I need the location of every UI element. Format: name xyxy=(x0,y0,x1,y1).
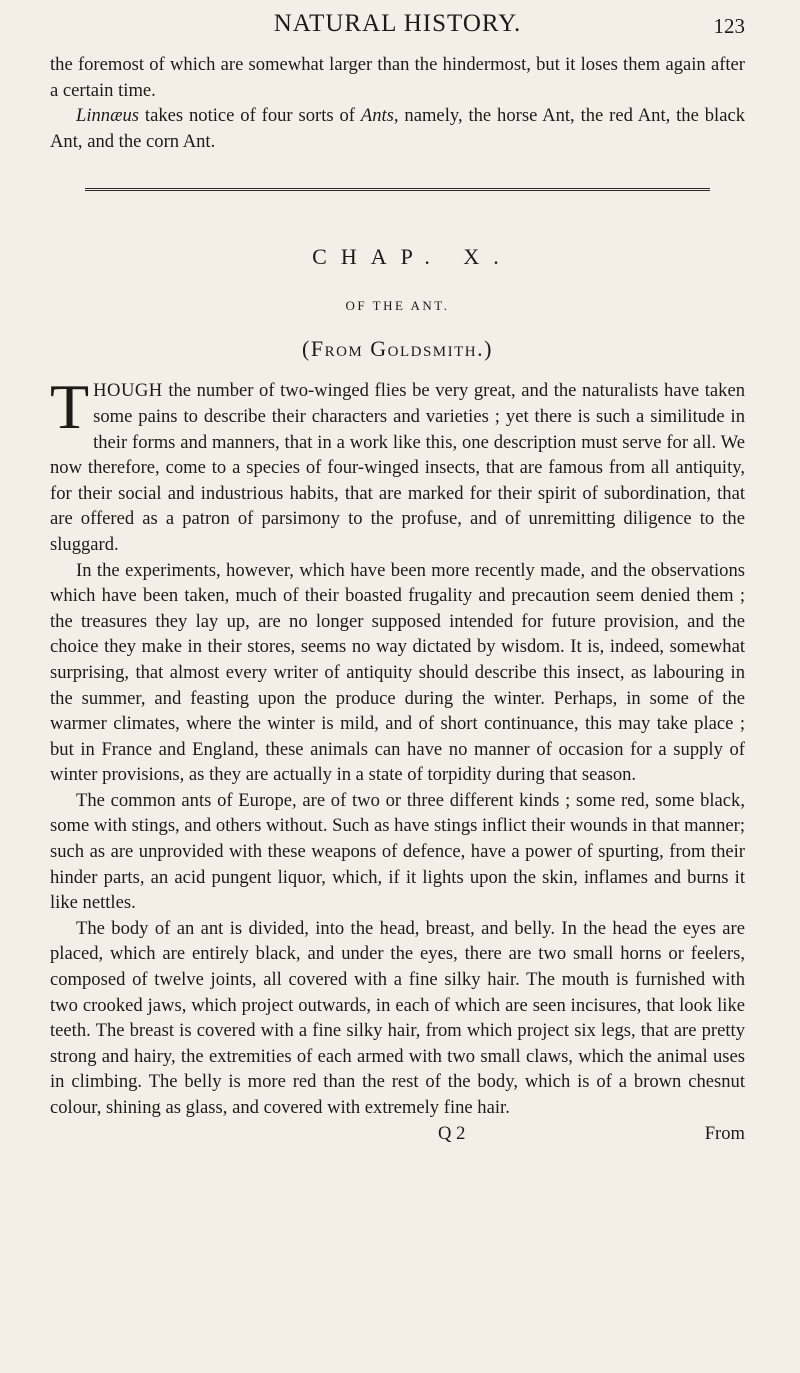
chapter-subtitle: OF THE ANT. xyxy=(345,298,450,314)
running-title: NATURAL HISTORY. xyxy=(273,10,522,37)
intro-paragraph-1: the foremost of which are somewhat larger than the hindermost, but it loses them again after a certain time. xyxy=(50,54,745,101)
section-divider xyxy=(85,188,710,191)
ants-word: Ants xyxy=(360,105,394,127)
intro-paragraph-2 xyxy=(50,103,745,154)
running-head xyxy=(50,0,745,52)
signature-mark: Q 2 xyxy=(438,1122,466,1144)
drop-cap: T xyxy=(50,371,90,443)
body-paragraph-1 xyxy=(50,371,745,557)
body-paragraph-3: The common ants of Europe, are of two or three different kinds ; some red, some black, some with stings, and others without. Such as have stings inflict their wounds in that manner; such as are unprovided with these weapons of defence, have a power of spurting, from their hinder parts, an acid pungent liquor, which, if it lights upon the skin, inflames and burns it like nettles. xyxy=(50,789,745,914)
catchword: From xyxy=(704,1122,745,1144)
chapter-heading: CHAP. X. xyxy=(312,244,513,270)
body-paragraph-4: The body of an ant is divided, into the head, breast, and belly. In the head the eyes are placed, which are entirely black, and under the eyes, there are two small horns or feelers, composed of twelve joints, all covered with a fine silky hair. The mouth is furnished with two crooked jaws, which project outwards, in each of which are seen incisures, that look like teeth. The breast is covered with a fine silky hair, from which project six legs, that are pretty strong and hairy, the extremities of each armed with two small claws, which the animal uses in climbing. The belly is more red than the rest of the body, which is of a brown chesnut colour, shining as glass, and covered with extremely fine hair. xyxy=(50,917,745,1118)
intro-p2-mid: takes notice of four sorts of xyxy=(139,105,361,127)
opening-word: HOUGH xyxy=(93,380,163,402)
linnaeus-name: Linnæus xyxy=(76,105,140,127)
intro-p2-end: , namely, the horse Ant, the red Ant, the black Ant, and the corn Ant. xyxy=(50,105,745,152)
page-number: 123 xyxy=(713,14,745,38)
chapter-source: (From Goldsmith.) xyxy=(302,336,493,362)
body-p1-rest: the number of two-winged flies be very great, and the naturalists have taken some pains to describe their characters and varieties ; yet there is such a similitude in their forms and manners, that in a work like this, one description must serve for all. We now therefore, come to a species of four-winged insects, that are famous from all antiquity, for their social and industrious habits, that are marked for their spirit of subordination, that are offered as a patron of parsimony to the profuse, and of unremitting diligence to the sluggard. xyxy=(50,380,745,555)
body-paragraph-2: In the experiments, however, which have been more recently made, and the observations which have been taken, much of their boasted frugality and precaution seem denied them ; the treasures they lay up, are no longer supposed intended for future provision, and the choice they make in their stores, seems no way dictated by wisdom. It is, indeed, somewhat surprising, that almost every writer of antiquity should describe this insect, as labouring in the summer, and feasting upon the produce during the winter. Perhaps, in some of the warmer climates, where the winter is mild, and of short continuance, this may take place ; but in France and England, these animals can have no manner of occasion for a supply of winter provisions, as they are actually in a state of torpidity during that season. xyxy=(50,559,745,786)
page-footer xyxy=(50,1123,745,1153)
